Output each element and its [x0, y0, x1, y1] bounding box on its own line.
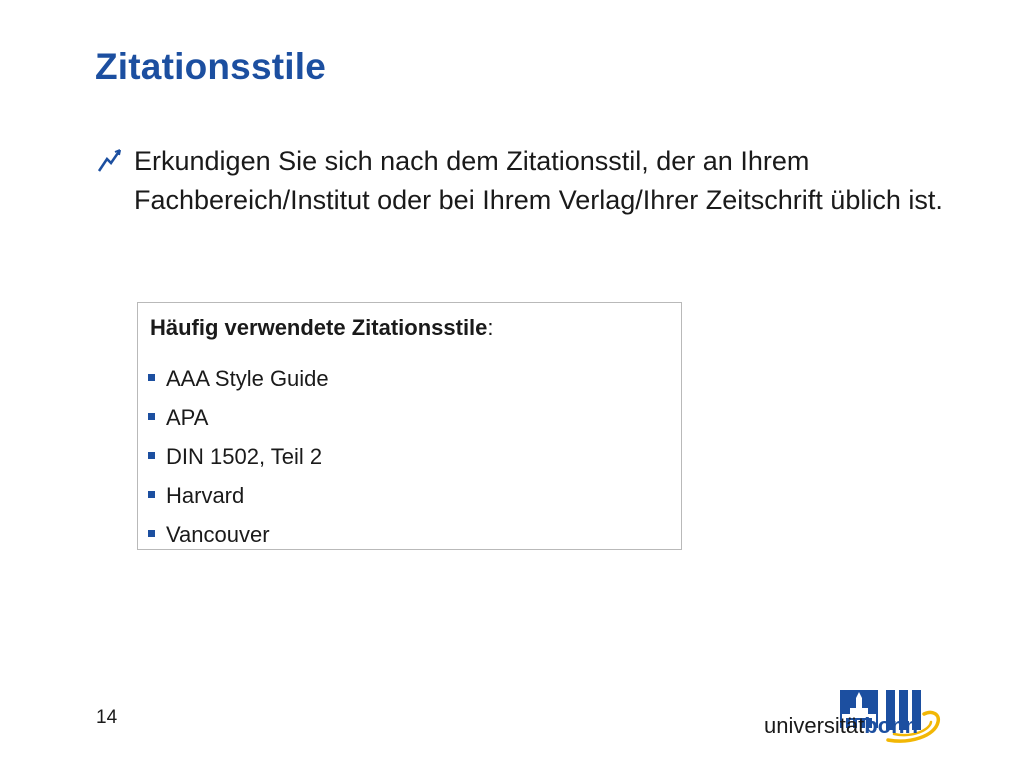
university-logo [764, 686, 964, 746]
citation-style-list [148, 359, 329, 554]
slide-title: Zitationsstile [95, 46, 326, 87]
box-heading-colon: : [487, 315, 494, 340]
list-item [148, 398, 329, 437]
logo-wordmark [764, 714, 918, 738]
list-item [148, 476, 329, 515]
square-bullet-icon [148, 374, 155, 381]
box-heading [150, 315, 494, 341]
square-bullet-icon [148, 452, 155, 459]
square-bullet-icon [148, 530, 155, 537]
box-heading-label: Häufig verwendete Zitationsstile [150, 315, 488, 340]
list-item-label: Vancouver [166, 521, 270, 547]
square-bullet-icon [148, 413, 155, 420]
page-number: 14 [96, 707, 118, 728]
bullet-text: Erkundigen Sie sich nach dem Zitationsstil, der an Ihrem Fachbereich/Institut oder bei Ihrem Verlag/Ihrer Zeitschrift üblich ist. [134, 146, 943, 215]
lightning-bullet-icon [96, 146, 124, 174]
list-item [148, 515, 329, 554]
list-item-label: APA [166, 404, 209, 430]
square-bullet-icon [148, 491, 155, 498]
logo-word-bonn: bonn [864, 713, 919, 738]
list-item [148, 359, 329, 398]
main-bullet [96, 142, 956, 220]
list-item [148, 437, 329, 476]
list-item-label: Harvard [166, 482, 245, 508]
logo-word-universitaet: universität [764, 713, 865, 738]
list-item-label: DIN 1502, Teil 2 [166, 443, 323, 469]
citation-styles-box [137, 302, 682, 550]
list-item-label: AAA Style Guide [166, 365, 329, 391]
